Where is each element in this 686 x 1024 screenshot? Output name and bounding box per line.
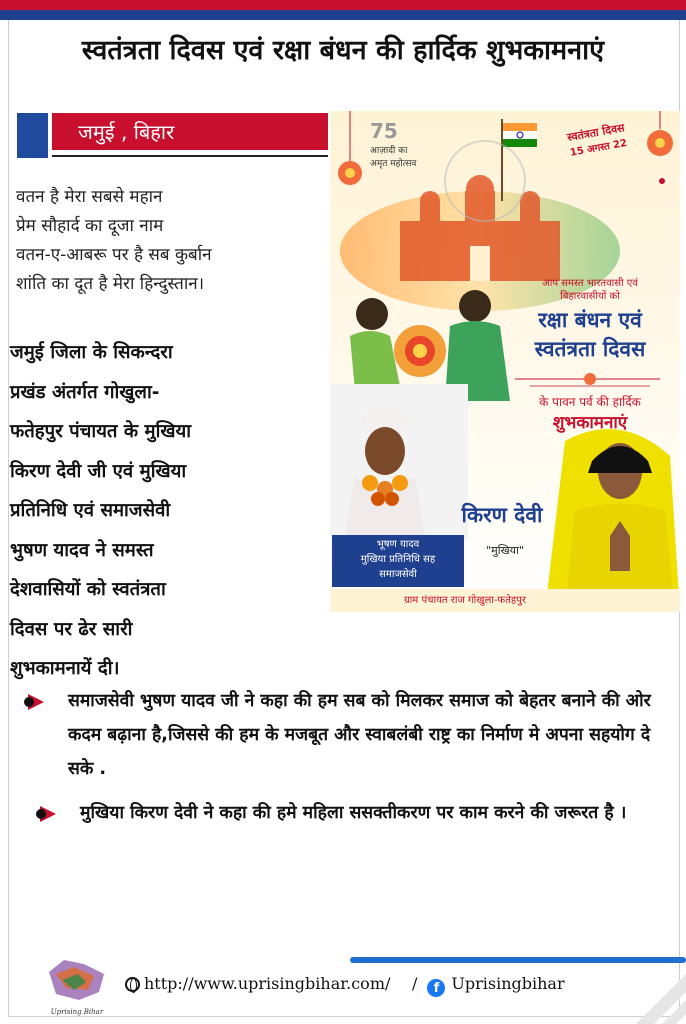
poem-line: शांति का दूत है मेरा हिन्दुस्तान।: [16, 274, 205, 294]
greeting-line1: आप समस्त भारतवासी एवं: [542, 278, 638, 289]
azadi-number: 75: [370, 119, 398, 143]
man-name-line3: समाजसेवी: [379, 569, 417, 580]
greeting-line2: बिहारवासीयों को: [560, 291, 620, 302]
facebook-link[interactable]: [412, 974, 565, 997]
lead-line: प्रखंड अंतर्गत गोखुला-: [10, 381, 160, 403]
poem-line: वतन है मेरा सबसे महान: [16, 187, 163, 207]
sub-line2: शुभकामनाएं: [552, 413, 628, 433]
footer-separator: /: [412, 974, 418, 993]
footer-accent-line: [350, 957, 686, 963]
bullet-text: समाजसेवी भुषण यादव जी ने कहा की हम सब को मिलकर समाज को बेहतर बनाने की ओर कदम बढ़ाना है,जिससे की हम के मजबूत और स्वाबलंबी राष्ट्र का निर्माण मे अपना सहयोग दे सके .: [68, 691, 651, 779]
greeting-poster: [330, 111, 680, 612]
poem: [16, 183, 334, 299]
top-red-stripe: [0, 0, 686, 10]
greeting-lines: [505, 277, 675, 303]
bullet-list: [28, 684, 668, 830]
bullet-item: [28, 796, 668, 830]
location-label: जमुई , बिहार: [78, 120, 175, 144]
lead-line: जमुई जिला के सिकन्दरा: [10, 342, 173, 363]
poem-line: वतन-ए-आबरू पर है सब कुर्बान: [16, 245, 212, 265]
arrow-bullet-icon: [40, 806, 56, 822]
poem-line: प्रेम सौहार्द का दूजा नाम: [16, 216, 164, 236]
headline-line2: स्वतंत्रता दिवस: [534, 337, 646, 361]
lead-line: फतेहपुर पंचायत के मुखिया: [10, 421, 192, 442]
website-link[interactable]: [125, 974, 390, 993]
azadi-line1: आज़ादी का: [370, 146, 408, 156]
azadi-logo: [370, 119, 460, 169]
poster-subline: [505, 393, 675, 433]
lead-line: शुभकामनायें दी।: [10, 658, 120, 679]
bullet-item: [28, 684, 668, 786]
corner-stripe-decoration: [626, 964, 686, 1024]
logo-text: Uprising Bihar: [50, 1008, 104, 1016]
globe-icon: [125, 977, 140, 992]
arrow-bullet-icon: [28, 694, 44, 710]
bullet-text: मुखिया किरण देवी ने कहा की हमे महिला ससक्तीकरण पर काम करने की जरूरत है ।: [80, 803, 627, 823]
panchayat-label: ग्राम पंचायत राज गोखुला-फतेहपुर: [404, 595, 526, 606]
lead-line: किरण देवी जी एवं मुखिया: [10, 460, 187, 482]
poster-headline: [500, 306, 680, 364]
lead-paragraph: [10, 333, 330, 689]
man-name-text: [332, 537, 464, 582]
facebook-handle[interactable]: Uprisingbihar: [451, 974, 565, 993]
woman-portrait: [545, 429, 680, 612]
man-name-line2: मुखिया प्रतिनिधि सह: [360, 554, 436, 565]
lead-line: दिवस पर ढेर सारी: [10, 618, 133, 640]
location-blue-block: [17, 113, 48, 158]
man-name-line1: भूषण यादव: [376, 539, 420, 550]
top-blue-stripe: [0, 10, 686, 20]
badge-line1: स्वतंत्रता दिवस: [566, 121, 626, 145]
uprising-bihar-logo: [44, 952, 110, 1018]
lead-line: प्रतिनिधि एवं समाजसेवी: [10, 500, 171, 521]
badge-line2: 15 अगस्त 22: [569, 137, 628, 159]
woman-name: किरण देवी: [461, 503, 543, 527]
facebook-icon: f: [427, 979, 445, 997]
sub-line1: के पावन पर्व की हार्दिक: [539, 395, 641, 409]
headline-line1: रक्षा बंधन एवं: [538, 308, 642, 332]
location-underline: [52, 155, 328, 157]
azadi-line2: अमृत महोत्सव: [370, 159, 417, 169]
page-title: स्वतंत्रता दिवस एवं रक्षा बंधन की हार्दिक शुभकामनाएं: [81, 35, 605, 66]
poster-divider-ornament: [584, 373, 596, 385]
lead-line: देशवासियों को स्वतंत्रता: [10, 579, 166, 600]
woman-role: "मुखिया": [486, 544, 524, 557]
lead-line: भुषण यादव ने समस्त: [10, 539, 154, 561]
website-url[interactable]: http://www.uprisingbihar.com/: [144, 974, 391, 993]
